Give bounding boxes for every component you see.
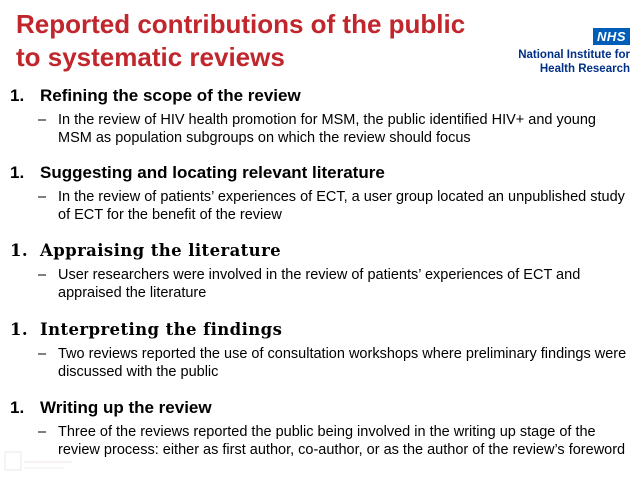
- nihr-logo: [500, 28, 630, 76]
- item-number: 1.: [10, 163, 25, 182]
- item-bullet: [38, 111, 628, 147]
- item-heading: [10, 320, 282, 340]
- item-heading: [10, 163, 385, 183]
- item-bullet-text: Three of the reviews reported the public being involved in the writing up stage of the review process: either as first author, co-author, or as the author of the review’s foreword: [58, 424, 626, 458]
- item-heading: [10, 241, 281, 261]
- logo-text: National Institute for Health Research: [518, 49, 630, 75]
- dash-icon: –: [38, 112, 47, 128]
- item-bullet-text: In the review of patients’ experiences of ECT, a user group located an unpublished study of ECT for the benefit of the review: [58, 189, 625, 223]
- dash-icon: –: [38, 424, 47, 440]
- item-heading-text: Appraising the literature: [40, 241, 282, 260]
- item-number: 1.: [10, 241, 29, 260]
- nhs-badge: NHS: [593, 28, 630, 45]
- item-heading-text: Suggesting and locating relevant literature: [40, 163, 385, 182]
- item-bullet: [38, 266, 628, 302]
- dash-icon: –: [38, 346, 47, 362]
- item-bullet-text: User researchers were involved in the review of patients’ experiences of ECT and appraised the literature: [58, 267, 581, 301]
- slide-title: Reported contributions of the public to systematic reviews: [16, 9, 466, 72]
- item-bullet: [38, 423, 628, 459]
- faint-stamp-mark: [4, 450, 74, 474]
- item-heading: [10, 398, 212, 418]
- item-heading-text: Interpreting the findings: [40, 320, 283, 339]
- item-heading-text: Refining the scope of the review: [40, 86, 301, 105]
- item-bullet-text: In the review of HIV health promotion for MSM, the public identified HIV+ and young MSM as population subgroups on which the review should focus: [58, 112, 597, 146]
- item-bullet-text: Two reviews reported the use of consultation workshops where preliminary findings were discussed with the public: [58, 346, 627, 380]
- dash-icon: –: [38, 189, 47, 205]
- item-bullet: [38, 188, 628, 224]
- item-bullet: [38, 345, 628, 381]
- dash-icon: –: [38, 267, 47, 283]
- item-heading: [10, 86, 301, 106]
- item-heading-text: Writing up the review: [40, 398, 212, 417]
- item-number: 1.: [10, 320, 29, 339]
- item-number: 1.: [10, 398, 25, 417]
- item-number: 1.: [10, 86, 25, 105]
